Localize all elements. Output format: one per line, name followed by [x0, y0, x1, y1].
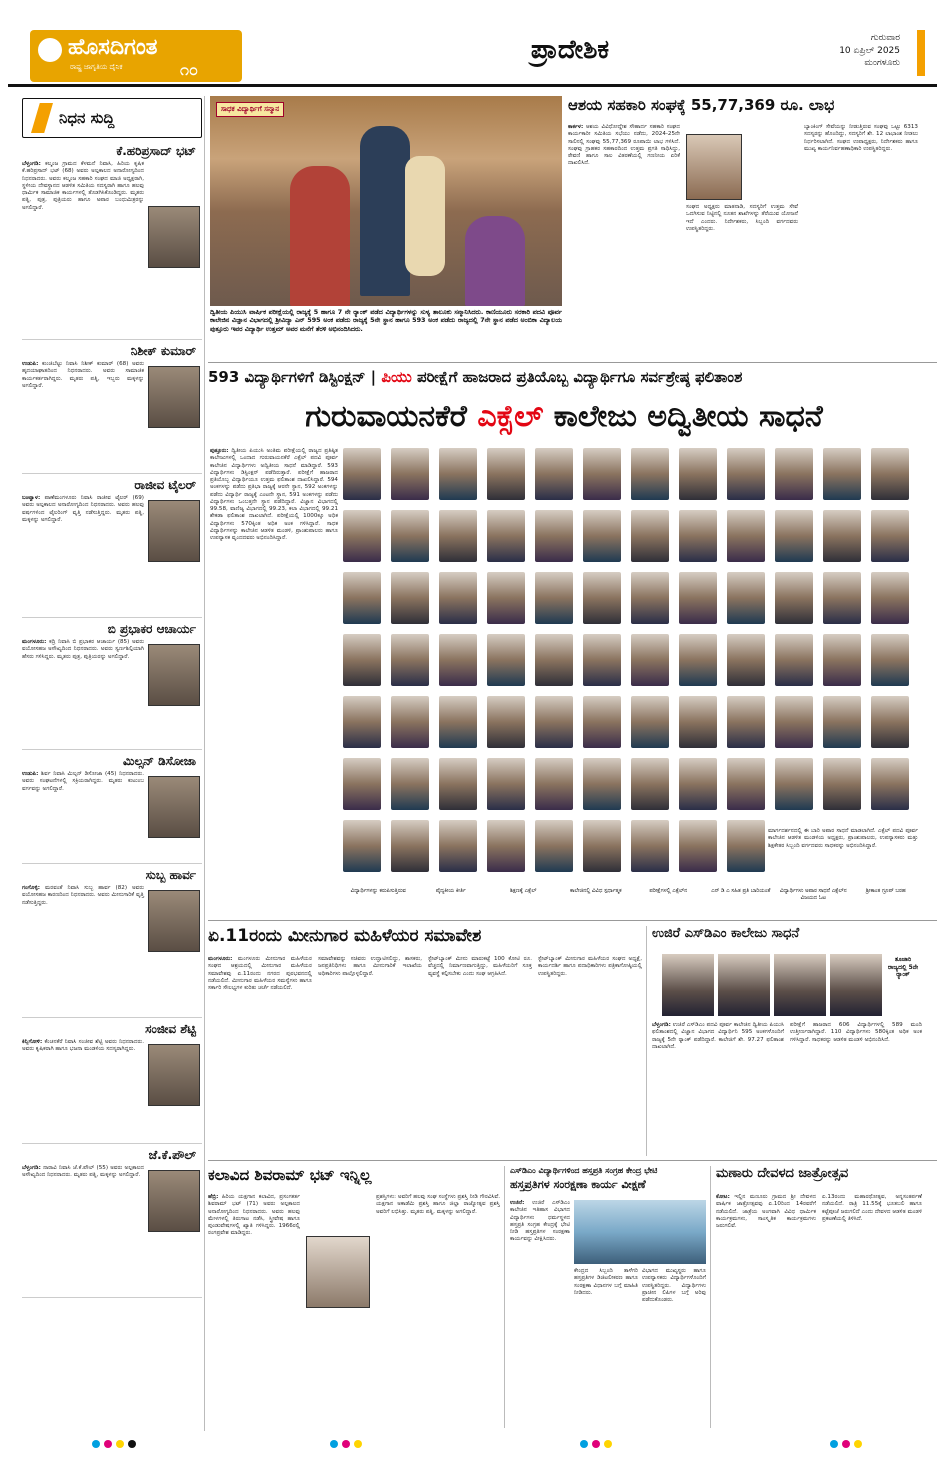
- student-photo: [823, 448, 861, 500]
- dateline-place: ಕಿನ್ನಿಗೋಳಿ:: [22, 1039, 43, 1045]
- obituary-body: ಶಿರ್ವ ನಿವಾಸಿ ಮಿಲ್ಸನ್ ಡಿಸೋಜಾ (45) ನಿಧನರಾದರು. ಅವರು ಸಂಘಟನೆಗಳಲ್ಲಿ ಸಕ್ರಿಯರಾಗಿದ್ದರು. ಮೃತರು ಕುಟುಂಬ ವರ್ಗವನ್ನು ಅಗಲಿದ್ದಾರೆ.: [22, 771, 144, 792]
- registration-mark: [842, 1440, 850, 1448]
- student-photo: [583, 820, 621, 872]
- registration-mark: [830, 1440, 838, 1448]
- manuscript-headline: ಹಸ್ತಪ್ರತಿಗಳ ಸಂರಕ್ಷಣಾ ಕಾರ್ಯ ವೀಕ್ಷಣೆ: [510, 1178, 646, 1191]
- excel-kicker-part: 593 ವಿದ್ಯಾರ್ಥಿಗಳಿಗೆ ಡಿಸ್ಟಿಂಕ್ಷನ್: [208, 368, 366, 386]
- registration-mark: [128, 1440, 136, 1448]
- person-figure: [290, 166, 350, 306]
- student-photo: [391, 448, 429, 500]
- student-photo: [631, 696, 669, 748]
- column-divider: [710, 1166, 711, 1428]
- student-photo: [679, 510, 717, 562]
- strip-caption: ಶ್ರೀಕಾಂತ ಗ್ರೂಪ್‌ ಬರಹ: [865, 888, 906, 894]
- manuscript-col2: ಕೇಂದ್ರದ ಸಿಬ್ಬಂದಿ ತಾಳೆಗರಿ ಹಸ್ತಪ್ರತಿಗಳ ಡಿಜಿಟಲೀಕರಣ ಹಾಗೂ ಸಂರಕ್ಷಣಾ ವಿಧಾನಗಳ ಬಗ್ಗೆ ಮಾಹಿತಿ ನೀಡಿದರು.: [574, 1268, 638, 1296]
- student-photo: [727, 510, 765, 562]
- logo-flame-icon: [38, 38, 62, 62]
- student-photo: [343, 510, 381, 562]
- photo-caption: ದ್ವಿತೀಯ ಪಿಯುಸಿ ವಾರ್ಷಿಕ ಪರೀಕ್ಷೆಯಲ್ಲಿ ರಾಜ್ಯಕ್ಕೆ 5 ಹಾಗೂ 7 ನೇ ರ‍್ಯಾಂಕ್ ಪಡೆದ ವಿದ್ಯಾರ್ಥಿಗಳನ್ನು ಸುಳ್ಯ ತಾಲೂಕು ಸನ್ಮಾನಿಸಿದರು. ಕಾಣಿಯೂರು ಸರಕಾರಿ ಪದವಿ ಪೂರ್ವ ಕಾಲೇಜಿನ ವಿಜ್ಞಾನ ವಿಭಾಗದಲ್ಲಿ ಶ್ರೀವಿದ್ಯಾ ಎನ್ 595 ಅಂಕ ಪಡೆದು ರಾಜ್ಯಕ್ಕೆ 5ನೇ ಸ್ಥಾನ ಹಾಗೂ 593 ಅಂಕ ಪಡೆದು ರಾಜ್ಯದಲ್ಲಿ 7ನೇ ಸ್ಥಾನ ಪಡೆದ ಅಂಬಿಕಾ ವಿದ್ಯಾಲಯ ಪುತ್ತೂರು ಇವರ ವಿದ್ಯಾರ್ಥಿ ಉತ್ತಮ್ ಅವರ ಮನೆಗೆ ತೆರಳಿ ಅಭಿನಂದಿಸಿದರು.: [210, 308, 562, 333]
- date-value: 10 ಏಪ್ರಿಲ್ 2025: [839, 45, 900, 56]
- strip-caption: ಕಾಲೇಜಿನಲ್ಲಿ ವಿವಿಧ ಸ್ಪರ್ಧಾತ್ಮಕ: [569, 888, 622, 894]
- dateline-place: ಮಂಗಳೂರು:: [22, 639, 47, 645]
- student-photo: [391, 820, 429, 872]
- cooperative-col3: ಬ್ಯಾಂಕಿಂಗ್ ಸೇವೆಯನ್ನು ನೀಡುತ್ತಿರುವ ಸಂಘವು ಒಟ್ಟು 6313 ಸದಸ್ಯರನ್ನು ಹೊಂದಿದ್ದು, ಸದಸ್ಯರಿಗೆ ಶೇ. 12 ಲಾಭಾಂಶ ನೀಡಲು ನಿರ್ಧರಿಸಲಾಗಿದೆ. ಸಂಘದ ಉಪಾಧ್ಯಕ್ಷರು, ನಿರ್ದೇಶಕರು ಹಾಗೂ ಮುಖ್ಯ ಕಾರ್ಯನಿರ್ವಹಣಾಧಿಕಾರಿ ಉಪಸ್ಥಿತರಿದ್ದರು.: [804, 124, 918, 152]
- manuscript-article: [510, 1166, 706, 1428]
- column-divider: [646, 926, 647, 1156]
- sdm-headline: ಉಜಿರೆ ಎಸ್‌ಡಿಎಂ ಕಾಲೇಜು ಸಾಧನೆ: [652, 926, 800, 941]
- manuscript-kicker: ಎಸ್‌ಡಿಎಂ ವಿದ್ಯಾರ್ಥಿಗಳಿಂದ ಹಸ್ತಪ್ರತಿ ಸಂಗ್ರಹ ಕೇಂದ್ರ ಭೇಟಿ: [510, 1166, 658, 1175]
- obituary-photo: [148, 500, 200, 562]
- artist-col1: [208, 1194, 300, 1426]
- registration-mark: [854, 1440, 862, 1448]
- student-photo: [343, 820, 381, 872]
- obituary-item: [22, 754, 202, 864]
- student-photo: [679, 448, 717, 500]
- student-photo: [775, 696, 813, 748]
- artist-article: [208, 1166, 500, 1428]
- student-photo: [535, 572, 573, 624]
- date-city: ಮಂಗಳೂರು: [864, 58, 900, 69]
- dateline-place: ಗಂಗೊಳ್ಳಿ:: [22, 885, 40, 891]
- obituary-photo: [148, 206, 200, 268]
- student-photo: [439, 758, 477, 810]
- student-photo: [727, 758, 765, 810]
- obituary-photo: [148, 644, 200, 706]
- fisherwomen-col2: ಸಮಾವೇಶವನ್ನು ಸಚಿವರು ಉದ್ಘಾಟಿಸಲಿದ್ದು, ಶಾಸಕರು, ಜನಪ್ರತಿನಿಧಿಗಳು ಹಾಗೂ ಮೀನುಗಾರಿಕೆ ಇಲಾಖೆಯ ಅಧಿಕಾರಿಗಳು ಪಾಲ್ಗೊಳ್ಳಲಿದ್ದಾರೆ.: [318, 956, 422, 977]
- strip-caption: ಎನ್ ಡಿ ಎ ಸಹಿತ ಪ್ರತಿ ಬಾರಿಯಂತೆ: [711, 888, 771, 894]
- artist-col2: ಪ್ರಶಸ್ತಿಗಳು: ಅವರಿಗೆ ಹಲವು ಸಂಘ ಸಂಸ್ಥೆಗಳು ಪ್ರಶಸ್ತಿ ನೀಡಿ ಗೌರವಿಸಿವೆ. ಯಕ್ಷಗಾನ ಅಕಾಡೆಮಿ ಪ್ರಶಸ್ತಿ ಹಾಗೂ ಜಿಲ್ಲಾ ರಾಜ್ಯೋತ್ಸವ ಪ್ರಶಸ್ತಿ ಅವರಿಗೆ ಲಭಿಸಿತ್ತು. ಮೃತರು ಪತ್ನಿ, ಮಕ್ಕಳನ್ನು ಅಗಲಿದ್ದಾರೆ.: [376, 1194, 500, 1215]
- dateline: [800, 32, 900, 70]
- student-photo: [583, 510, 621, 562]
- photo-badge: ಸಾಧಕ ವಿದ್ಯಾರ್ಥಿಗೆ ಸನ್ಮಾನ: [216, 102, 284, 117]
- student-photo: [679, 696, 717, 748]
- student-photo: [391, 572, 429, 624]
- registration-mark: [354, 1440, 362, 1448]
- student-photo: [679, 634, 717, 686]
- student-photo: [535, 634, 573, 686]
- section-title: ಪ್ರಾದೇಶಿಕ: [530, 35, 610, 65]
- student-photo: [871, 448, 909, 500]
- fisherwomen-col4: ಸ್ಟೇಟ್‌ಬ್ಯಾಂಕ್ ಮೀನುಗಾರ ಮಹಿಳೆಯರ ಸಂಘದ ಅಧ್ಯಕ್ಷೆ, ಕಾರ್ಯದರ್ಶಿ ಹಾಗೂ ಪದಾಧಿಕಾರಿಗಳು ಪತ್ರಿಕಾಗೋಷ್ಠಿಯಲ್ಲಿ ಉಪಸ್ಥಿತರಿದ್ದರು.: [538, 956, 642, 977]
- student-photo: [727, 634, 765, 686]
- student-photo: [662, 954, 714, 1016]
- student-photo: [535, 820, 573, 872]
- excel-kicker: 593 ವಿದ್ಯಾರ್ಥಿಗಳಿಗೆ ಡಿಸ್ಟಿಂಕ್ಷನ್ | ಪಿಯು ಪರೀಕ್ಷೆಗೆ ಹಾಜರಾದ ಪ್ರತಿಯೊಬ್ಬ ವಿದ್ಯಾರ್ಥಿಗೂ ಸರ್ವಶ್ರೇಷ್ಠ ಫಲಿತಾಂಶ: [208, 368, 743, 386]
- student-photo: [631, 820, 669, 872]
- student-photo: [391, 758, 429, 810]
- student-photo: [823, 510, 861, 562]
- obituary-header: [22, 98, 202, 138]
- registration-mark: [116, 1440, 124, 1448]
- cooperative-article: [568, 96, 920, 358]
- column-divider: [204, 96, 205, 1431]
- student-photo: [775, 448, 813, 500]
- excel-footer-strip: [343, 888, 921, 916]
- temple-col1: [716, 1194, 816, 1426]
- student-photo: [871, 696, 909, 748]
- strip-caption: ಪೈದ್ಯಕೀಯ ಕೀರ್ತಿ: [435, 888, 466, 894]
- student-photo: [487, 510, 525, 562]
- dateline-place: ಪುತ್ತೂರು:: [210, 448, 229, 454]
- group-photo: [574, 1200, 706, 1264]
- felicitation-photo: [210, 96, 562, 306]
- dateline-place: ಬೆಳ್ತಂಗಡಿ:: [22, 1165, 41, 1171]
- obituary-body: ಪಾಣೆಮಂಗಳೂರು ನಿವಾಸಿ ರಾಜೀವ ಟೈಲರ್ (69) ಅವರು ಅಲ್ಪಕಾಲದ ಅನಾರೋಗ್ಯದಿಂದ ನಿಧನರಾದರು. ಅವರು ಹಲವು ವರ್ಷಗಳಿಂದ ಟೈಲರಿಂಗ್ ವೃತ್ತಿ ನಡೆಸುತ್ತಿದ್ದರು. ಮೃತರು ಪತ್ನಿ, ಮಕ್ಕಳನ್ನು ಅಗಲಿದ್ದಾರೆ.: [22, 495, 144, 523]
- obituary-photo: [148, 776, 200, 838]
- student-photo: [487, 634, 525, 686]
- article-body: ಉಜಿರೆ ಎಸ್‌ಡಿಎಂ ಕಾಲೇಜಿನ ಇತಿಹಾಸ ವಿಭಾಗದ ವಿದ್ಯಾರ್ಥಿಗಳು ಧರ್ಮಸ್ಥಳದ ಹಸ್ತಪ್ರತಿ ಸಂಗ್ರಹ ಕೇಂದ್ರಕ್ಕೆ ಭೇಟಿ ನೀಡಿ ಹಸ್ತಪ್ರತಿಗಳ ಸಂರಕ್ಷಣಾ ಕಾರ್ಯವನ್ನು ವೀಕ್ಷಿಸಿದರು.: [510, 1200, 570, 1243]
- student-photo: [583, 634, 621, 686]
- student-photo: [439, 820, 477, 872]
- sdm-col1: [652, 1022, 784, 1154]
- date-day: ಗುರುವಾರ: [870, 33, 900, 43]
- student-photo: [871, 758, 909, 810]
- artist-photo: [306, 1236, 370, 1308]
- obituary-body: ಕೆಂಚನಕೆರೆ ನಿವಾಸಿ ಸಂಜೀವ ಶೆಟ್ಟಿ ಅವರು ನಿಧನರಾದರು. ಅವರು ಕೃಷಿಕರಾಗಿ ಹಾಗೂ ಭಜನಾ ಮಂಡಳಿಯ ಸದಸ್ಯರಾಗಿದ್ದರು.: [22, 1039, 144, 1053]
- artist-headline: ಕಲಾವಿದ ಶಿವರಾಮ್ ಭಟ್ ಇನ್ನಿಲ್ಲ: [208, 1166, 372, 1184]
- student-photo: [583, 448, 621, 500]
- article-body: ಉಜಿರೆ ಎಸ್‌ಡಿಎಂ ಪದವಿ ಪೂರ್ವ ಕಾಲೇಜಿನ ದ್ವಿತೀಯ ಪಿಯುಸಿ ಫಲಿತಾಂಶದಲ್ಲಿ ವಿಜ್ಞಾನ ವಿಭಾಗದ ವಿದ್ಯಾರ್ಥಿನಿ 595 ಅಂಕಗಳೊಂದಿಗೆ ರಾಜ್ಯಕ್ಕೆ 5ನೇ ರ‍್ಯಾಂಕ್ ಪಡೆದಿದ್ದಾರೆ. ಕಾಲೇಜಿಗೆ ಶೇ. 97.27 ಫಲಿತಾಂಶ ದಾಖಲಾಗಿದೆ.: [652, 1022, 784, 1050]
- student-photo: [631, 634, 669, 686]
- rank-badge: ತೂಜಾರಿ ರಾಜ್ಯದಲ್ಲಿ 5ನೇ ರ‍್ಯಾಂಕ್: [887, 956, 919, 978]
- sdm-article: [652, 926, 922, 1156]
- dateline-place: ಹೆಬ್ರಿ:: [208, 1194, 219, 1200]
- obituary-body: ಕುಂಜಿಬೆಟ್ಟು ನಿವಾಸಿ ನಿಶೀಕ್ ಕುಮಾರ್ (68) ಅವರು ಹೃದಯಾಘಾತದಿಂದ ನಿಧನರಾದರು. ಅವರು ಸಾಮಾಜಿಕ ಕಾರ್ಯಕರ್ತರಾಗಿದ್ದರು. ಮೃತರು ಪತ್ನಿ, ಇಬ್ಬರು ಮಕ್ಕಳನ್ನು ಅಗಲಿದ್ದಾರೆ.: [22, 361, 144, 389]
- student-photo-grid: [343, 448, 921, 884]
- student-photo: [775, 758, 813, 810]
- student-photo: [679, 758, 717, 810]
- dateline-place: ಕೋಟ:: [716, 1194, 730, 1200]
- student-photo: [439, 448, 477, 500]
- obituary-list: [22, 144, 202, 1298]
- obituary-body: ನಾರಾವಿ ನಿವಾಸಿ ಜೆ.ಕೆ.ಪೌಲ್ (55) ಅವರು ಅಲ್ಪಕಾಲದ ಅಸೌಖ್ಯದಿಂದ ನಿಧನರಾದರು. ಮೃತರು ಪತ್ನಿ, ಮಕ್ಕಳನ್ನು ಅಗಲಿದ್ದಾರೆ.: [22, 1165, 144, 1179]
- masthead-logo: [30, 30, 242, 82]
- student-photo: [871, 510, 909, 562]
- dateline-place: ಬೆಳ್ತಂಗಡಿ:: [652, 1022, 671, 1028]
- obituary-photo: [148, 890, 200, 952]
- article-body: ಮಂಗಳೂರು ಮೀನುಗಾರ ಮಹಿಳೆಯರ ಸಂಘದ ಆಶ್ರಯದಲ್ಲಿ ಮೀನುಗಾರ ಮಹಿಳೆಯರ ಸಮಾವೇಶವು ಏ.11ರಂದು ನಗರದ ಪುರಭವನದಲ್ಲಿ ನಡೆಯಲಿದೆ. ಮೀನುಗಾರ ಮಹಿಳೆಯರ ಸಮಸ್ಯೆಗಳು ಹಾಗೂ ಸರ್ಕಾರಿ ಸೌಲಭ್ಯಗಳ ಕುರಿತು ಚರ್ಚೆ ನಡೆಯಲಿದೆ.: [208, 956, 313, 992]
- obituary-item: [22, 1148, 202, 1298]
- obituary-photo: [148, 366, 200, 428]
- column-divider: [504, 1166, 505, 1428]
- cooperative-col2: ಸಂಘದ ಅಧ್ಯಕ್ಷರು ಮಾತನಾಡಿ, ಸದಸ್ಯರಿಗೆ ಉತ್ತಮ ಸೇವೆ ಒದಗಿಸುವ ನಿಟ್ಟಿನಲ್ಲಿ ನೂತನ ಶಾಖೆಗಳನ್ನು ತೆರೆಯುವ ಯೋಜನೆ ಇದೆ ಎಂದರು. ನಿರ್ದೇಶಕರು, ಸಿಬ್ಬಂದಿ ವರ್ಗದವರು ಉಪಸ್ಥಿತರಿದ್ದರು.: [686, 204, 798, 232]
- registration-mark: [342, 1440, 350, 1448]
- student-photo: [823, 758, 861, 810]
- student-photo: [391, 696, 429, 748]
- dateline-place: ಉಡುಪಿ:: [22, 361, 39, 367]
- obituary-name: ಸಂಜೀವ ಶೆಟ್ಟಿ: [145, 1022, 196, 1036]
- obituary-column: [22, 98, 202, 1428]
- strip-caption: ವಿದ್ಯಾರ್ಥಿಗಳನ್ನು ಕರುಪಿಸುತ್ತಿರುವ: [350, 888, 406, 894]
- sdm-col2: ಪರೀಕ್ಷೆಗೆ ಹಾಜರಾದ 606 ವಿದ್ಯಾರ್ಥಿಗಳಲ್ಲಿ 589 ಮಂದಿ ಉತ್ತೀರ್ಣರಾಗಿದ್ದಾರೆ. 110 ವಿದ್ಯಾರ್ಥಿಗಳು 580ಕ್ಕಿಂತ ಅಧಿಕ ಅಂಕ ಗಳಿಸಿದ್ದಾರೆ. ಸಾಧಕರನ್ನು ಆಡಳಿತ ಮಂಡಳಿ ಅಭಿನಂದಿಸಿದೆ.: [790, 1022, 922, 1043]
- cooperative-col1: [568, 124, 680, 356]
- student-photo: [343, 572, 381, 624]
- student-photo: [487, 758, 525, 810]
- manuscript-col3: ವಿಭಾಗದ ಮುಖ್ಯಸ್ಥರು ಹಾಗೂ ಉಪನ್ಯಾಸಕರು ವಿದ್ಯಾರ್ಥಿಗಳೊಂದಿಗೆ ಉಪಸ್ಥಿತರಿದ್ದರು. ವಿದ್ಯಾರ್ಥಿಗಳು ಪ್ರಾಚೀನ ಲಿಪಿಗಳ ಬಗ್ಗೆ ಅರಿವು ಪಡೆದುಕೊಂಡರು.: [642, 1268, 706, 1304]
- student-photo: [679, 572, 717, 624]
- student-photo: [391, 510, 429, 562]
- page-number: ೧೦: [180, 60, 198, 79]
- student-photo: [343, 634, 381, 686]
- student-photo: [679, 820, 717, 872]
- student-photo: [439, 634, 477, 686]
- obituary-header-text: ನಿಧನ ಸುದ್ದಿ: [59, 109, 115, 127]
- obituary-header-mark: [31, 103, 53, 133]
- dateline-place: ಮಂಗಳೂರು:: [208, 956, 233, 962]
- student-photo: [727, 820, 765, 872]
- temple-headline: ಮಣಾರು ದೇವಳದ ಜಾತ್ರೋತ್ಸವ: [716, 1166, 849, 1181]
- obituary-item: [22, 344, 202, 474]
- fisherwomen-headline: ಏ.11ರಂದು ಮೀನುಗಾರ ಮಹಿಳೆಯರ ಸಮಾವೇಶ: [208, 926, 482, 946]
- obituary-body: ಕಲ್ಮಂಜ ಗ್ರಾಮದ ಕೆಳಮನೆ ನಿವಾಸಿ, ಹಿರಿಯ ಕೃಷಿಕ ಕೆ.ಹರಿಪ್ರಸಾದ್ ಭಟ್ (68) ಅವರು ಅಲ್ಪಕಾಲದ ಅನಾರೋಗ್ಯದಿಂದ ನಿಧನರಾದರು. ಅವರು ಕಲ್ಮಂಜ ಸಹಕಾರಿ ಸಂಘದ ಮಾಜಿ ಅಧ್ಯಕ್ಷರಾಗಿ, ಸ್ಥಳೀಯ ದೇವಸ್ಥಾನದ ಆಡಳಿತ ಸಮಿತಿಯ ಸದಸ್ಯರಾಗಿ ಹಾಗೂ ಹಲವು ಧಾರ್ಮಿಕ ಸಾಮಾಜಿಕ ಕಾರ್ಯಗಳಲ್ಲಿ ತೊಡಗಿಸಿಕೊಂಡಿದ್ದರು. ಮೃತರು ಪತ್ನಿ, ಪುತ್ರ, ಪುತ್ರಿಯರು ಹಾಗೂ ಅಪಾರ ಬಂಧುಮಿತ್ರರನ್ನು ಅಗಲಿದ್ದಾರೆ.: [22, 161, 144, 211]
- student-photo: [487, 696, 525, 748]
- student-photo: [439, 510, 477, 562]
- fisherwomen-col3: ಸ್ಟೇಟ್‌ಬ್ಯಾಂಕ್ ಮೀನು ಮಾರುಕಟ್ಟೆ 100 ಕೋಟಿ ರೂ. ವೆಚ್ಚದಲ್ಲಿ ನಿರ್ಮಾಣವಾಗುತ್ತಿದ್ದು, ಮಹಿಳೆಯರಿಗೆ ಸೂಕ್ತ ವ್ಯವಸ್ಥೆ ಕಲ್ಪಿಸಬೇಕು ಎಂದು ಸಂಘ ಆಗ್ರಹಿಸಿದೆ.: [428, 956, 532, 977]
- registration-mark: [604, 1440, 612, 1448]
- strip-caption: ಪರೀಕ್ಷೆಗಳಲ್ಲಿ ಎಕ್ಸೆಲ್‌ನ: [649, 888, 688, 894]
- obituary-item: [22, 144, 202, 340]
- garland-shape: [405, 156, 445, 276]
- student-photo: [631, 510, 669, 562]
- dateline-place: ಬೆಳ್ತಂಗಡಿ:: [22, 161, 41, 167]
- student-photo: [823, 696, 861, 748]
- student-photo: [535, 510, 573, 562]
- strip-caption: ಶಿಕ್ಷಣಕ್ಕೆ ಎಕ್ಸೆಲ್: [510, 888, 537, 894]
- excel-body: [210, 448, 338, 888]
- temple-article: [716, 1166, 922, 1428]
- excel-headline-part: ಗುರುವಾಯನಕೆರೆ: [305, 399, 467, 434]
- obituary-photo: [148, 1044, 200, 1106]
- student-photo: [583, 572, 621, 624]
- section-rule: [208, 362, 937, 363]
- dateline-place: ಉಡುಪಿ:: [22, 771, 39, 777]
- student-photo: [718, 954, 770, 1016]
- newspaper-tagline: ರಾಷ್ಟ್ರ ಜಾಗೃತಿಯ ದೈನಿಕ: [70, 63, 123, 71]
- dateline-place: ಕಾರ್ಕಳ:: [568, 124, 584, 130]
- registration-mark: [330, 1440, 338, 1448]
- student-photo: [727, 696, 765, 748]
- student-photo: [487, 572, 525, 624]
- article-body: ದ್ವಿತೀಯ ಪಿಯುಸಿ ಅಂತಿಮ ಪರೀಕ್ಷೆಯಲ್ಲಿ ರಾಜ್ಯದ ಪ್ರತಿಷ್ಠಿತ ಕಾಲೇಜುಗಳಲ್ಲಿ ಒಂದಾದ ಗುರುವಾಯನಕೆರೆ ಎಕ್ಸೆಲ್ ಪದವಿ ಪೂರ್ವ ಕಾಲೇಜಿನ ವಿದ್ಯಾರ್ಥಿಗಳು ಅದ್ವಿತೀಯ ಸಾಧನೆ ಮಾಡಿದ್ದಾರೆ. 593 ವಿದ್ಯಾರ್ಥಿಗಳು ಡಿಸ್ಟಿಂಕ್ಷನ್ ಪಡೆದಿರುತ್ತಾರೆ. ಪರೀಕ್ಷೆಗೆ ಹಾಜರಾದ ಪ್ರತಿಯೊಬ್ಬ ವಿದ್ಯಾರ್ಥಿಯೂ ಉತ್ತಮ ಫಲಿತಾಂಶ ದಾಖಲಿಸಿದ್ದಾರೆ. 594 ಅಂಕಗಳನ್ನು ಪಡೆದು ಪ್ರತಿಭಾ ರಾಜ್ಯಕ್ಕೆ ಆರನೇ ಸ್ಥಾನ, 592 ಅಂಕಗಳನ್ನು ಪಡೆದು ವಿದ್ಯಾರ್ಥಿ ರಾಜ್ಯಕ್ಕೆ ಎಂಟನೇ ಸ್ಥಾನ, 591 ಅಂಕಗಳನ್ನು ಪಡೆದು ವಿದ್ಯಾರ್ಥಿಗಳು ಒಂಬತ್ತನೇ ಸ್ಥಾನ ಪಡೆದಿದ್ದಾರೆ. ವಿಜ್ಞಾನ ವಿಭಾಗದಲ್ಲಿ 99.58, ವಾಣಿಜ್ಯ ವಿಭಾಗದಲ್ಲಿ 99.23, ಕಲಾ ವಿಭಾಗದಲ್ಲಿ 99.21 ಶೇಕಡಾ ಫಲಿತಾಂಶ ದಾಖಲಾಗಿದೆ. ಪರೀಕ್ಷೆಯಲ್ಲಿ 1000ಕ್ಕೂ ಅಧಿಕ ವಿದ್ಯಾರ್ಥಿಗಳು 570ಕ್ಕಿಂತ ಅಧಿಕ ಅಂಕ ಗಳಿಸಿದ್ದಾರೆ. ಸಾಧಕ ವಿದ್ಯಾರ್ಥಿಗಳನ್ನು ಕಾಲೇಜಿನ ಆಡಳಿತ ಮಂಡಳಿ, ಪ್ರಾಂಶುಪಾಲರು ಹಾಗೂ ಉಪನ್ಯಾಸಕ ವೃಂದದವರು ಅಭಿನಂದಿಸಿದ್ದಾರೆ.: [210, 448, 338, 542]
- newspaper-name: ಹೊಸದಿಗಂತ: [68, 35, 158, 60]
- obituary-name: ಮಿಲ್ಸನ್ ಡಿಸೋಜಾ: [123, 754, 196, 768]
- obituary-item: [22, 1022, 202, 1144]
- person-photo: [686, 134, 742, 200]
- student-photo: [631, 448, 669, 500]
- registration-mark: [592, 1440, 600, 1448]
- student-photo: [774, 954, 826, 1016]
- student-photo: [391, 634, 429, 686]
- student-photo: [583, 758, 621, 810]
- student-photo: [775, 572, 813, 624]
- student-photo: [535, 448, 573, 500]
- obituary-photo: [148, 1170, 200, 1232]
- student-photo: [871, 572, 909, 624]
- article-body: ಹಿರಿಯ ಯಕ್ಷಗಾನ ಕಲಾವಿದ, ಪ್ರಸಂಗಕರ್ತ ಶಿವರಾಮ್ ಭಟ್ (71) ಅವರು ಅಲ್ಪಕಾಲದ ಅನಾರೋಗ್ಯದಿಂದ ನಿಧನರಾದರು. ಅವರು ಹಲವು ಮೇಳಗಳಲ್ಲಿ ತಿರುಗಾಟ ನಡೆಸಿ, ಸ್ತ್ರೀವೇಷ ಹಾಗೂ ಪುಂಡುವೇಷಗಳಲ್ಲಿ ಖ್ಯಾತಿ ಗಳಿಸಿದ್ದರು. 1966ರಲ್ಲಿ ರಂಗಪ್ರವೇಶ ಮಾಡಿದ್ದರು.: [208, 1194, 300, 1237]
- registration-mark: [92, 1440, 100, 1448]
- temple-col2: ಏ.13ರಂದು ಮಹಾರಥೋತ್ಸವ, ಅನ್ನಸಂತರ್ಪಣೆ ನಡೆಯಲಿದೆ. ರಾತ್ರಿ 11.55ಕ್ಕೆ ಭೂತಬಲಿ ಹಾಗೂ ಕಟ್ಟೆಪೂಜೆ ಜರುಗಲಿದೆ ಎಂದು ದೇವಳದ ಆಡಳಿತ ಮಂಡಳಿ ಪ್ರಕಟಣೆಯಲ್ಲಿ ತಿಳಿಸಿದೆ.: [822, 1194, 922, 1222]
- masthead-rule: [8, 84, 937, 87]
- dateline-place: ಬಂಟ್ವಾಳ:: [22, 495, 41, 501]
- excel-headline-part: ಎಕ್ಸೆಲ್: [477, 399, 544, 434]
- article-body: ಆಶಯ ವಿವಿಧೋದ್ದೇಶ ಸೌಹಾರ್ದ ಸಹಕಾರಿ ಸಂಘದ ಕಾರ್ಯಕಾರೀ ಸಮಿತಿಯ ಸಭೆಯು ನಡೆದು, 2024-25ನೇ ಸಾಲಿನಲ್ಲಿ ಸಂಘವು 55,77,369 ರೂಪಾಯಿ ಲಾಭ ಗಳಿಸಿದೆ. ಸಂಘವು ಗ್ರಾಹಕರ ಸಹಕಾರದಿಂದ ಉತ್ತಮ ಪ್ರಗತಿ ಸಾಧಿಸಿದ್ದು, ಠೇವಣಿ ಹಾಗೂ ಸಾಲ ವಿತರಣೆಯಲ್ಲಿ ಗಣನೀಯ ಏರಿಕೆ ದಾಖಲಿಸಿದೆ.: [568, 124, 680, 167]
- student-photo: [487, 448, 525, 500]
- fisherwomen-article: [208, 926, 642, 1156]
- obituary-item: [22, 478, 202, 618]
- student-photo: [343, 696, 381, 748]
- section-rule: [208, 920, 937, 921]
- student-photo: [830, 954, 882, 1016]
- obituary-body: ಮರವಂತೆ ನಿವಾಸಿ ಸುಬ್ಬ ಹಾರ್ವ (82) ಅವರು ವಯೋಸಹಜ ಕಾರಣದಿಂದ ನಿಧನರಾದರು. ಅವರು ಮೀನುಗಾರಿಕೆ ವೃತ್ತಿ ನಡೆಸುತ್ತಿದ್ದರು.: [22, 885, 145, 906]
- obituary-name: ಜೆ.ಕೆ.ಪೌಲ್: [148, 1148, 196, 1162]
- student-photo: [439, 696, 477, 748]
- student-photo: [343, 448, 381, 500]
- fisherwomen-col1: [208, 956, 312, 1154]
- obituary-item: [22, 868, 202, 1018]
- student-photo: [631, 758, 669, 810]
- obituary-name: ರಾಜೀವ ಟೈಲರ್: [134, 478, 196, 492]
- student-photo: [727, 572, 765, 624]
- obituary-name: ಕೆ.ಹರಿಪ್ರಸಾದ್ ಭಟ್: [116, 144, 196, 158]
- student-photo: [343, 758, 381, 810]
- person-figure: [465, 216, 525, 306]
- section-tab-marker: [917, 30, 925, 76]
- student-photo: [823, 572, 861, 624]
- student-photo: [775, 510, 813, 562]
- obituary-text: [22, 161, 202, 212]
- excel-headline: [208, 398, 920, 442]
- student-photo: [535, 696, 573, 748]
- cooperative-headline: ಆಶಯ ಸಹಕಾರಿ ಸಂಘಕ್ಕೆ 55,77,369 ರೂ. ಲಾಭ: [568, 96, 835, 114]
- student-photo: [583, 696, 621, 748]
- dateline-place: ಉಜಿರೆ:: [510, 1200, 525, 1206]
- student-photo: [823, 634, 861, 686]
- strip-caption: ವಿದ್ಯಾರ್ಥಿಗಳು ಅಪಾರ ಸಾಧನೆ ಎಕ್ಸೆಲ್‌ನ ವಿಜಯದ ಓಟ: [779, 888, 847, 901]
- manuscript-col1: [510, 1200, 570, 1426]
- student-photo: [535, 758, 573, 810]
- student-photo: [871, 634, 909, 686]
- student-photo: [727, 448, 765, 500]
- excel-kicker-part: ಪಿಯು: [381, 368, 412, 386]
- student-photo: [439, 572, 477, 624]
- section-rule: [208, 1160, 937, 1161]
- excel-headline-part: ಕಾಲೇಜು ಅದ್ವಿತೀಯ ಸಾಧನೆ: [553, 399, 823, 434]
- student-photo: [775, 634, 813, 686]
- excel-side-note: ಮಾರ್ಗದರ್ಶನದಲ್ಲಿ ಈ ಬಾರಿ ಅಪಾರ ಸಾಧನೆ ಮಾಡಲಾಗಿದೆ. ಎಕ್ಸೆಲ್ ಪದವಿ ಪೂರ್ವ ಕಾಲೇಜಿನ ಆಡಳಿತ ಮಂಡಳಿಯ ಅಧ್ಯಕ್ಷರು, ಪ್ರಾಂಶುಪಾಲರು, ಉಪನ್ಯಾಸಕರು ಮತ್ತು ಶಿಕ್ಷಕೇತರ ಸಿಬ್ಬಂದಿ ವರ್ಗದವರು ಸಾಧಕರನ್ನು ಅಭಿನಂದಿಸಿದ್ದಾರೆ.: [768, 828, 918, 849]
- obituary-body: ಕದ್ರಿ ನಿವಾಸಿ ಬಿ ಪ್ರಭಾಕರ ಆಚಾರ್ಯ (85) ಅವರು ವಯೋಸಹಜ ಅಸೌಖ್ಯದಿಂದ ನಿಧನರಾದರು. ಅವರು ಸ್ವರ್ಣಶಿಲ್ಪಿಯಾಗಿ ಹೆಸರು ಗಳಿಸಿದ್ದರು. ಮೃತರು ಪುತ್ರ, ಪುತ್ರಿಯರನ್ನು ಅಗಲಿದ್ದಾರೆ.: [22, 639, 145, 660]
- excel-kicker-part: ಪರೀಕ್ಷೆಗೆ ಹಾಜರಾದ ಪ್ರತಿಯೊಬ್ಬ ವಿದ್ಯಾರ್ಥಿಗೂ ಸರ್ವಶ್ರೇಷ್ಠ ಫಲಿತಾಂಶ: [417, 368, 743, 386]
- obituary-item: [22, 622, 202, 750]
- student-photo: [631, 572, 669, 624]
- obituary-name: ಸುಬ್ಬ ಹಾರ್ವ: [145, 868, 196, 882]
- student-photo: [487, 820, 525, 872]
- registration-mark: [104, 1440, 112, 1448]
- person-figure: [360, 126, 410, 296]
- obituary-name: ನಿಶೀಕ್ ಕುಮಾರ್: [130, 344, 196, 358]
- article-body: ಇಲ್ಲಿನ ಮಣೂರು ಗ್ರಾಮದ ಶ್ರೀ ದೇವಳದ ವಾರ್ಷಿಕ ಜಾತ್ರೋತ್ಸವವು ಏ.10ರಿಂದ 14ರವರೆಗೆ ನಡೆಯಲಿದೆ. ಜಾತ್ರೆಯ ಅಂಗವಾಗಿ ವಿವಿಧ ಧಾರ್ಮಿಕ ಕಾರ್ಯಕ್ರಮಗಳು, ಸಾಂಸ್ಕೃತಿಕ ಕಾರ್ಯಕ್ರಮಗಳು ಜರುಗಲಿವೆ.: [716, 1194, 816, 1230]
- photo-story: [210, 96, 562, 358]
- obituary-name: ಬಿ ಪ್ರಭಾಕರ ಆಚಾರ್ಯ: [107, 622, 196, 636]
- registration-mark: [580, 1440, 588, 1448]
